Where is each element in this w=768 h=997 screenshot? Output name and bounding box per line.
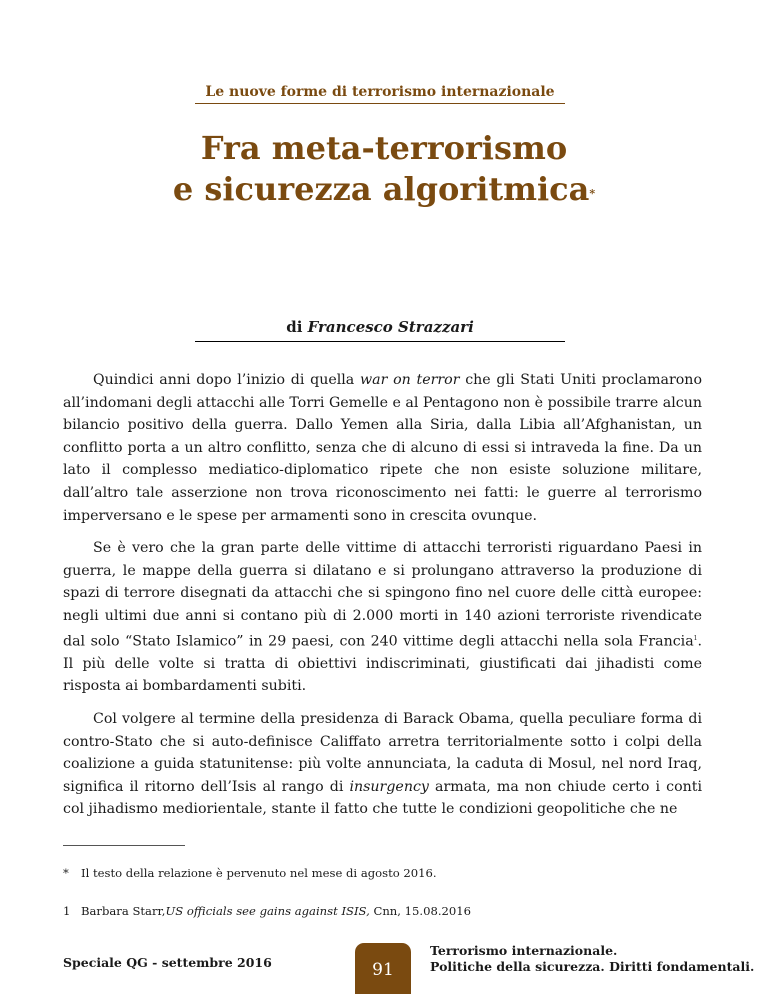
footer-volume-line-2: Politiche della sicurezza. Diritti fondamentali. (430, 959, 755, 974)
title-line-2: e sicurezza algoritmica (172, 170, 590, 208)
byline (195, 318, 565, 336)
byline-prefix: di (286, 318, 308, 336)
paragraph-3-text-b: armata, ma non chiude certo i conti col jihadismo mediorientale, stante il fatto che tutte le condizioni geopolitiche che ne (63, 778, 703, 818)
paragraph-1-text-a: Quindici anni dopo l’inizio di quella (93, 372, 360, 388)
paragraph-2-text-a: Se è vero che la gran parte delle vittime di attacchi terroristi riguardano Paesi in guerra, le mappe della guerra si dilatano e si prolungano attraverso la produzione di spazi di terrore disegnati da attacchi che si spingono fino nel cuore delle città europee: negli ultimi due anni si contano più di 2.000 morti in 140 azioni terroriste rivendicate dal solo “Stato Islamico” in 29 paesi, con 240 vittime degli attacchi nella sola Francia (63, 540, 702, 650)
paragraph-2 (63, 537, 702, 698)
footer-volume-line-1: Terrorismo internazionale. (430, 943, 618, 958)
footnote-rule (63, 845, 185, 846)
footnote-1-title: US officials see gains against ISIS, (165, 904, 370, 918)
section-header-rule (195, 103, 565, 104)
page-number-tab (355, 943, 411, 994)
footnote-1-mark: 1 (63, 904, 71, 918)
paragraph-3 (63, 708, 702, 821)
footnote-star-mark: * (63, 866, 69, 880)
title-footnote-mark: * (589, 187, 596, 200)
footnote-star-text: Il testo della relazione è pervenuto nel mese di agosto 2016. (81, 866, 437, 880)
paragraph-1-text-b: che gli Stati Uniti proclamarono all’indomani degli attacchi alle Torri Gemelle e al Pentagono non è possibile trarre alcun bilancio positivo della guerra. Dallo Yemen alla Siria, dalla Libia all’Afghanistan, un conflitto porta a un altro conflitto, senza che di alcuno di essi si intraveda la fine. Da un lato il complesso mediatico-diplomatico ripete che non esiste soluzione militare, dall’altro tale asserzione non trova riconoscimento nei fatti: le guerre al terrorismo imperversano e le spese per armamenti sono in crescita ovunque. (63, 372, 702, 524)
footnote-1 (63, 904, 471, 918)
footnote-ref-1[interactable]: 1 (693, 634, 698, 642)
section-header: Le nuove forme di terrorismo internazionale (205, 84, 555, 100)
paragraph-2-text-b: . Il più delle volte si tratta di obiettivi indiscriminati, giustificati dai jihadisti come risposta ai bombardamenti subiti. (63, 633, 702, 695)
paragraph-3-emphasis: insurgency (349, 778, 429, 795)
paragraph-3-text-a: Col volgere al termine della presidenza di Barack Obama, quella peculiare forma di contro-Stato che si auto-definisce Califfato arretra territorialmente sotto i colpi della coalizione a guida statunitense: più volte annunciata, la caduta di Mosul, nel nord Iraq, significa il ritorno dell’Isis al rango di (63, 711, 702, 795)
byline-rule (195, 341, 565, 342)
paragraph-1-emphasis: war on terror (359, 372, 460, 388)
paragraph-1 (63, 369, 702, 527)
footnote-star (63, 866, 437, 880)
article-body (63, 369, 702, 831)
footer-publication: Speciale QG - settembre 2016 (63, 955, 272, 970)
title-line-1: Fra meta-terrorismo (200, 129, 568, 167)
page-number: 91 (372, 960, 394, 980)
footer-volume-title (430, 943, 760, 975)
footnote-1-source: Cnn, 15.08.2016 (369, 904, 472, 918)
author-name: Francesco Strazzari (307, 318, 474, 336)
article-title (100, 128, 668, 210)
footnote-1-author: Barbara Starr, (81, 904, 166, 918)
